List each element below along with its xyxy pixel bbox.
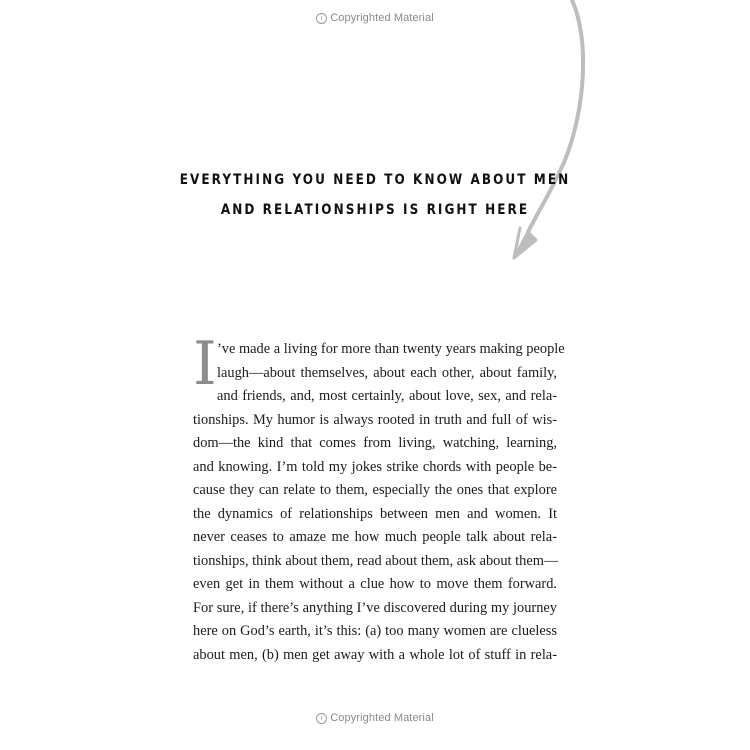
text-line: tionships, think about them, read about them, ask about them—: [193, 552, 559, 569]
text-line: ’ve made a living for more than twenty years making people: [217, 341, 565, 357]
text-line: about men, (b) men get away with a whole lot of stuff in rela-: [193, 646, 557, 663]
copyright-icon: i: [316, 713, 327, 724]
copyright-icon: i: [316, 13, 327, 24]
text-line: the dynamics of relationships between men and women. It: [193, 505, 557, 522]
text-line: laugh—about themselves, about each other, about family,: [217, 364, 557, 381]
text-line: For sure, if there’s anything I’ve discovered during my journey: [193, 599, 557, 616]
drop-cap: I: [193, 329, 217, 399]
text-line: cause they can relate to them, especially the ones that explore: [193, 482, 557, 498]
text-line: never ceases to amaze me how much people talk about rela-: [193, 529, 557, 545]
text-line: here on God’s earth, it’s this: (a) too many women are clueless: [193, 623, 557, 639]
watermark-bottom: [0, 712, 750, 724]
text-line: and knowing. I’m told my jokes strike chords with people be-: [193, 458, 557, 475]
chapter-heading-line-2: AND RELATIONSHIPS IS RIGHT HERE: [220, 202, 530, 218]
watermark-bottom-text: Copyrighted Material: [330, 712, 434, 724]
text-line: and friends, and, most certainly, about love, sex, and rela-: [217, 388, 557, 404]
text-line: even get in them without a clue how to move them forward.: [193, 576, 557, 592]
chapter-heading-line-1: EVERYTHING YOU NEED TO KNOW ABOUT MEN: [179, 172, 571, 188]
text-line: tionships. My humor is always rooted in truth and full of wis-: [193, 411, 557, 428]
text-line: dom—the kind that comes from living, watching, learning,: [193, 435, 557, 451]
watermark-top-text: Copyrighted Material: [330, 12, 434, 24]
body-paragraph: [193, 329, 565, 667]
